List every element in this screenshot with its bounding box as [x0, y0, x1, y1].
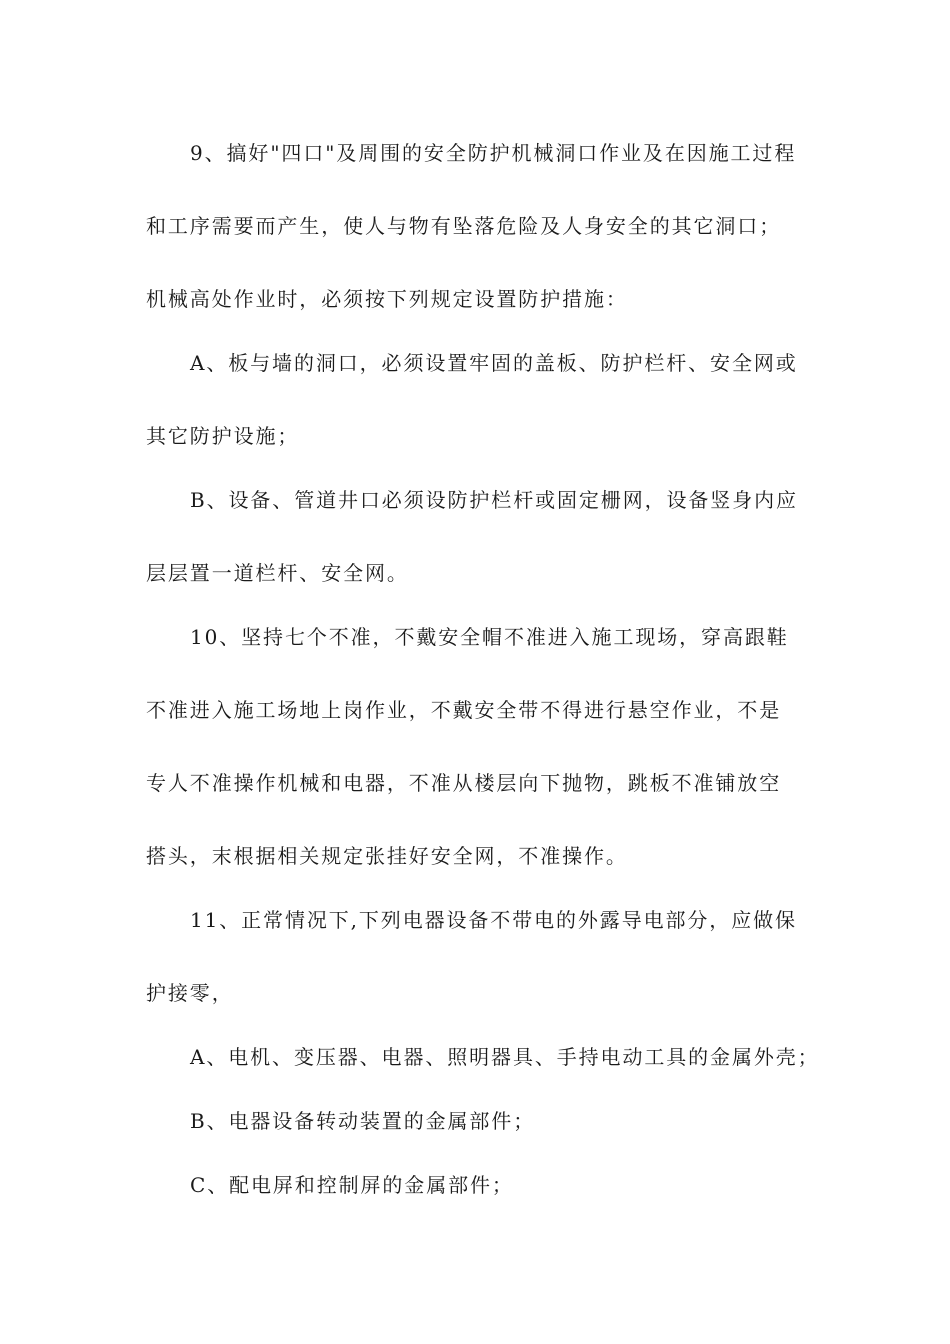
text-line-item10-end: 搭头，末根据相关规定张挂好安全网，不准操作。 — [146, 844, 628, 868]
text-line-item10-start: 10、坚持七个不准，不戴安全帽不准进入施工现场，穿高跟鞋 — [190, 625, 789, 649]
text-line-item11-start: 11、正常情况下,下列电器设备不带电的外露导电部分，应做保 — [190, 908, 797, 932]
text-line-item9a-end: 其它防护设施； — [146, 424, 300, 448]
text-line-item10-cont2: 专人不准操作机械和电器，不准从楼层向下抛物，跳板不准铺放空 — [146, 771, 782, 795]
text-line-item9-end: 机械高处作业时，必须按下列规定设置防护措施： — [146, 287, 628, 311]
text-line-item10-cont1: 不准进入施工场地上岗作业，不戴安全带不得进行悬空作业，不是 — [146, 698, 782, 722]
text-line-item9-start: 9、搞好"四口"及周围的安全防护机械洞口作业及在因施工过程 — [190, 141, 797, 165]
text-line-item11b: B、电器设备转动装置的金属部件； — [190, 1109, 536, 1133]
text-line-item9b-end: 层层置一道栏杆、安全网。 — [146, 561, 409, 585]
text-line-item11-end: 护接零， — [146, 981, 234, 1005]
text-line-item9a-start: A、板与墙的洞口，必须设置牢固的盖板、防护栏杆、安全网或 — [190, 351, 798, 375]
text-line-item9b-start: B、设备、管道井口必须设防护栏杆或固定栅网，设备竖身内应 — [190, 488, 798, 512]
text-line-item11c: C、配电屏和控制屏的金属部件； — [190, 1173, 514, 1197]
text-line-item9-cont: 和工序需要而产生，使人与物有坠落危险及人身安全的其它洞口； — [146, 214, 782, 238]
text-line-item11a: A、电机、变压器、电器、照明器具、手持电动工具的金属外壳； — [190, 1045, 820, 1069]
